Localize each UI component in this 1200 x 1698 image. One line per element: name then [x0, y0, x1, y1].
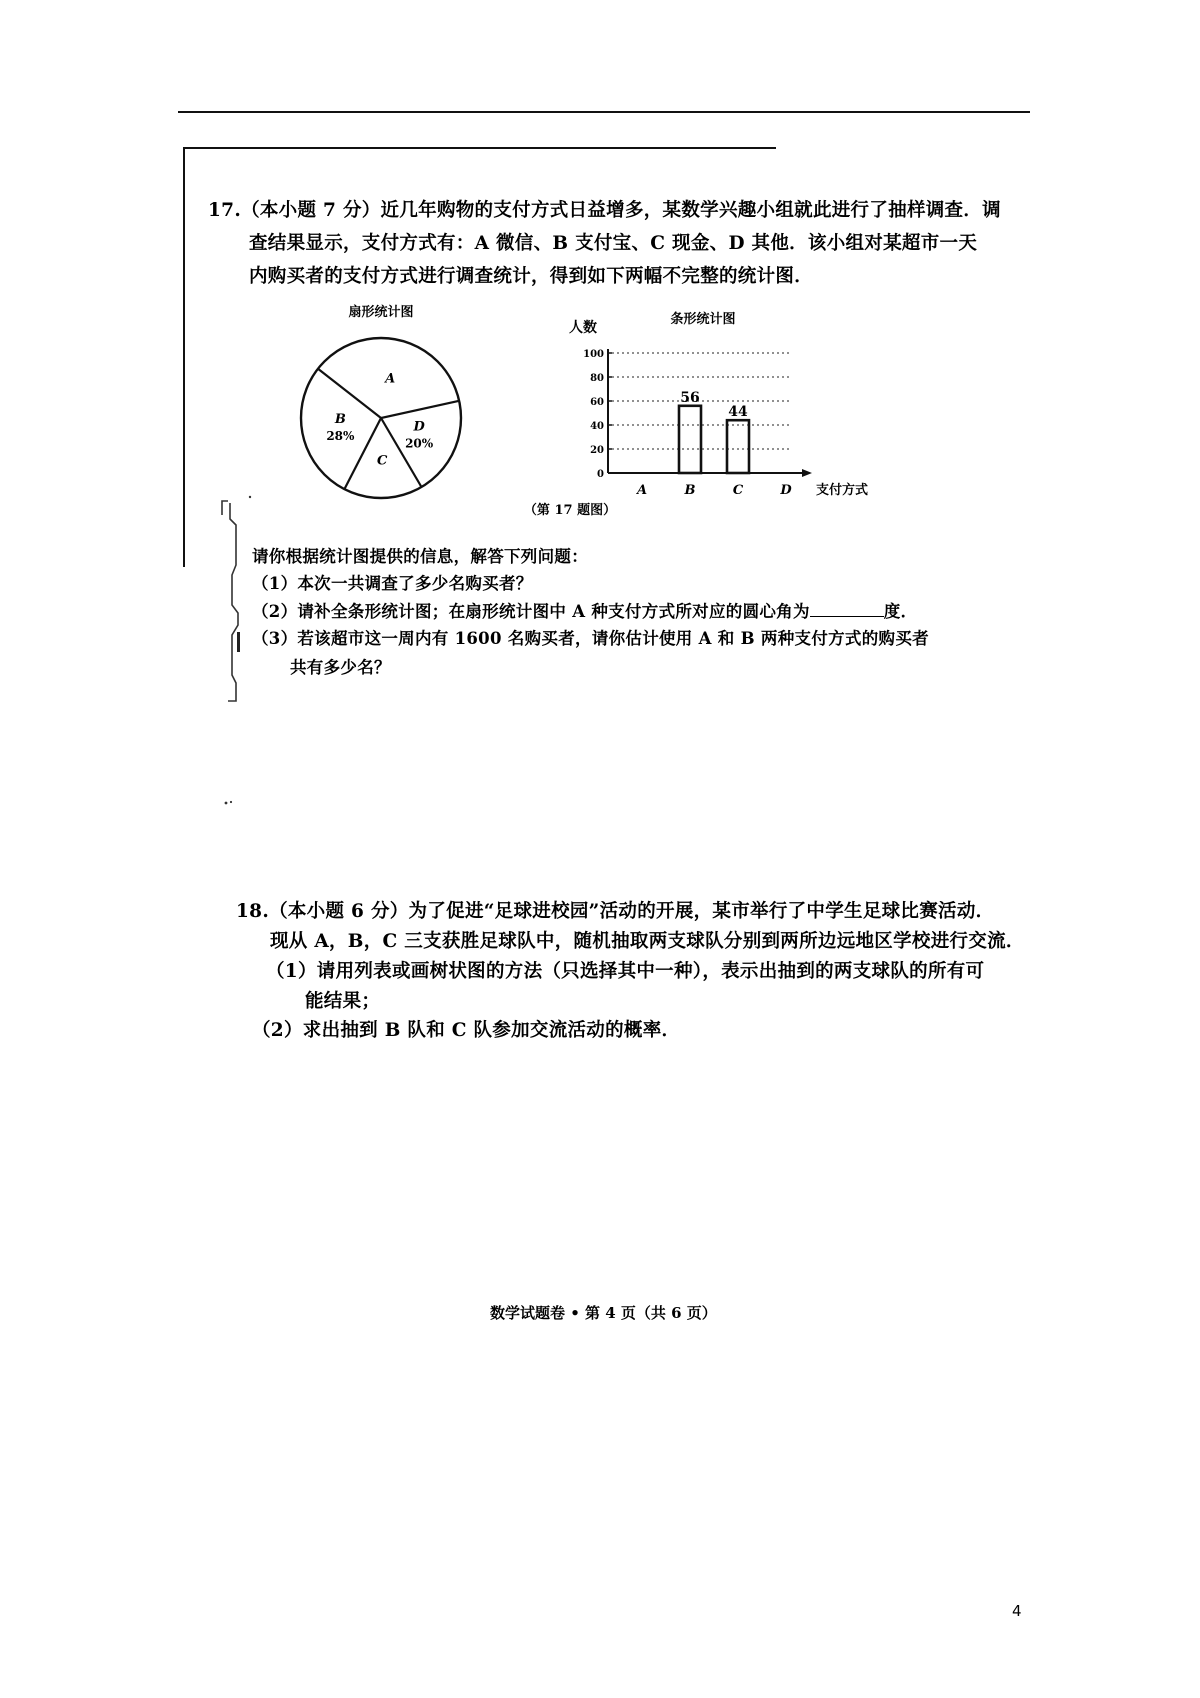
pie-slice-C-label: C [376, 453, 388, 469]
bar-x-tick-A: A [636, 483, 648, 498]
bar-x-tick-B: B [684, 483, 696, 498]
bar-C-value-label: 44 [728, 404, 748, 421]
pie-slice-B-label: B [334, 411, 346, 427]
bar-chart-title: 条形统计图 [670, 312, 736, 327]
bar-x-tick-C: C [732, 483, 744, 498]
q18-sub-2: （2）求出抽到 B 队和 C 队参加交流活动的概率． [252, 1020, 681, 1041]
q17-sub-1: （1）本次一共调查了多少名购买者？ [252, 574, 533, 593]
bar-y-tick-60: 60 [590, 397, 604, 408]
pie-slice-D-percent: 20% [405, 436, 434, 451]
header-rule [178, 111, 1030, 113]
bar-chart-ylabel: 人数 [569, 320, 597, 336]
answer-blank [810, 602, 884, 617]
pie-slice-A-label: A [385, 371, 396, 387]
scan-speck [223, 798, 235, 808]
bar-C [727, 420, 749, 473]
pie-slice-B-percent: 28% [326, 428, 355, 443]
q18-line-2: 现从 A，B，C 三支获胜足球队中，随机抽取两支球队分别到两所边远地区学校进行交流． [270, 931, 1025, 952]
q17-prompt: 请你根据统计图提供的信息，解答下列问题： [252, 547, 588, 566]
pie-slice-D-label: D [413, 419, 425, 435]
bar-y-tick-80: 80 [590, 373, 604, 384]
page-footer: 数学试题卷 • 第 4 页（共 6 页） [490, 1304, 717, 1322]
pie-chart [301, 338, 461, 498]
bar-y-tick-40: 40 [590, 421, 604, 432]
q17-sub-2-text: （2）请补全条形统计图；在扇形统计图中 A 种支付方式所对应的圆心角为 [252, 602, 810, 621]
q17-line-1: 17.（本小题 7 分）近几年购物的支付方式日益增多，某数学兴趣小组就此进行了抽样调查．调 [208, 200, 1001, 221]
pie-chart-title: 扇形统计图 [348, 305, 414, 320]
q17-figures [290, 300, 869, 530]
q17-sub-2 [252, 598, 917, 622]
pie-slice-D-edge [381, 401, 459, 418]
q17-sub-2-unit: 度． [883, 602, 918, 621]
q18-sub-1-cont: 能结果； [305, 991, 381, 1012]
scan-artifact [218, 495, 258, 705]
bar-y-tick-100: 100 [583, 349, 604, 360]
bar-y-tick-0: 0 [597, 469, 604, 480]
question-frame-left [183, 147, 185, 567]
q17-sub-3-cont: 共有多少名？ [290, 658, 391, 677]
q17-line-2: 查结果显示，支付方式有：A 微信、B 支付宝、C 现金、D 其他．该小组对某超市一天 [249, 233, 978, 254]
bar-chart [583, 349, 868, 498]
bar-y-tick-20: 20 [590, 445, 604, 456]
q17-sub-3: （3）若该超市这一周内有 1600 名购买者，请你估计使用 A 和 B 两种支付方式的购买者 [252, 629, 929, 648]
bar-x-axis-label: 支付方式 [816, 483, 869, 498]
q18-sub-1: （1）请用列表或画树状图的方法（只选择其中一种），表示出抽到的两支球队的所有可 [266, 961, 985, 982]
figure-caption: （第 17 题图） [523, 503, 617, 518]
q17-line-3: 内购买者的支付方式进行调查统计，得到如下两幅不完整的统计图． [249, 266, 814, 287]
x-axis-arrow-icon [802, 469, 812, 477]
pie-slice-A-edge [318, 369, 381, 418]
page-number: 4 [1012, 1602, 1022, 1620]
bar-x-tick-D: D [780, 483, 792, 498]
q18-line-1: 18.（本小题 6 分）为了促进“足球进校园”活动的开展，某市举行了中学生足球比赛活动． [236, 901, 995, 922]
question-frame-top [184, 147, 776, 149]
bar-B-value-label: 56 [680, 389, 700, 406]
bar-B [679, 406, 701, 473]
